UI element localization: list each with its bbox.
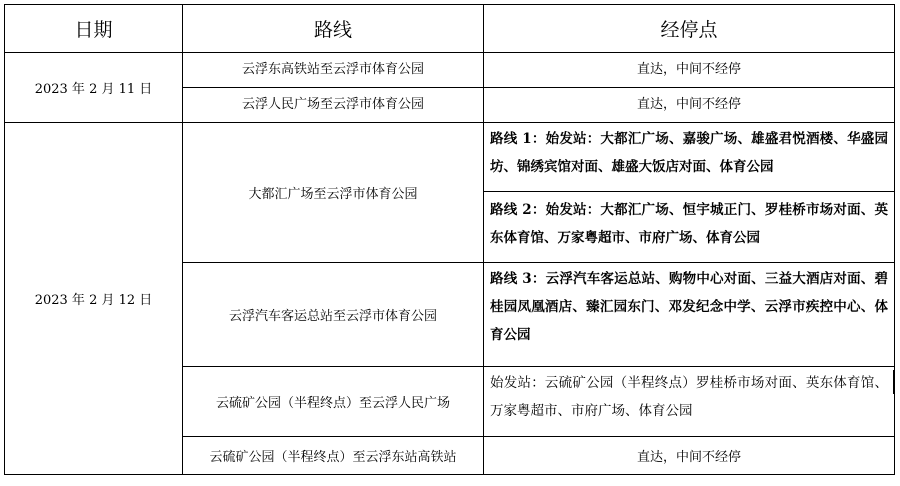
stops-cell bbox=[484, 263, 895, 367]
route-item: 云浮东高铁站至云浮市体育公园 bbox=[241, 62, 424, 77]
stops-text-route3: 路线 3：云浮汽车客运总站、购物中心对面、三益大酒店对面、碧桂园凤凰酒店、臻汇园东门、邓发纪念中学、云浮市疾控中心、体育公园 bbox=[490, 271, 888, 343]
header-stops: 经停点 bbox=[484, 5, 895, 53]
stops-item: 直达，中间不经停 bbox=[484, 87, 894, 122]
date-cell-feb12: 2023 年 2 月 12 日 bbox=[5, 123, 183, 475]
stops-cell-feb11 bbox=[484, 53, 895, 123]
route-cell: 云硫矿公园（半程终点）至云浮东站高铁站 bbox=[183, 437, 484, 475]
stops-item: 直达，中间不经停 bbox=[636, 62, 741, 77]
shuttle-route-table bbox=[4, 4, 895, 475]
route-cell-feb11 bbox=[183, 53, 484, 123]
table-row-feb12-group1 bbox=[5, 123, 895, 263]
route-cell: 大都汇广场至云浮市体育公园 bbox=[183, 123, 484, 263]
stops-cell bbox=[484, 123, 895, 263]
route-cell: 云浮汽车客运总站至云浮市体育公园 bbox=[183, 263, 484, 367]
route-cell: 云硫矿公园（半程终点）至云浮人民广场 bbox=[183, 367, 484, 437]
stops-cell bbox=[484, 367, 895, 437]
table-header-row bbox=[5, 5, 895, 53]
date-cell-feb11: 2023 年 2 月 11 日 bbox=[5, 53, 183, 123]
stops-text-halfway: 始发站：云硫矿公园（半程终点）罗桂桥市场对面、英东体育馆、万家粤超市、市府广场、体育公园 bbox=[490, 375, 888, 419]
edge-mark bbox=[893, 370, 895, 394]
table-row-feb11 bbox=[5, 53, 895, 123]
stops-text-route1: 路线 1：始发站：大都汇广场、嘉骏广场、雄盛君悦酒楼、华盛园坊、锦绣宾馆对面、雄盛大饭店对面、体育公园 bbox=[490, 131, 888, 175]
stops-text-route2: 路线 2：始发站：大都汇广场、恒宇城正门、罗桂桥市场对面、英东体育馆、万家粤超市、市府广场、体育公园 bbox=[484, 191, 894, 262]
schedule-table-frame bbox=[4, 4, 894, 482]
route-item: 云浮人民广场至云浮市体育公园 bbox=[183, 87, 483, 122]
stops-cell: 直达，中间不经停 bbox=[484, 437, 895, 475]
header-route: 路线 bbox=[183, 5, 484, 53]
header-date: 日期 bbox=[5, 5, 183, 53]
